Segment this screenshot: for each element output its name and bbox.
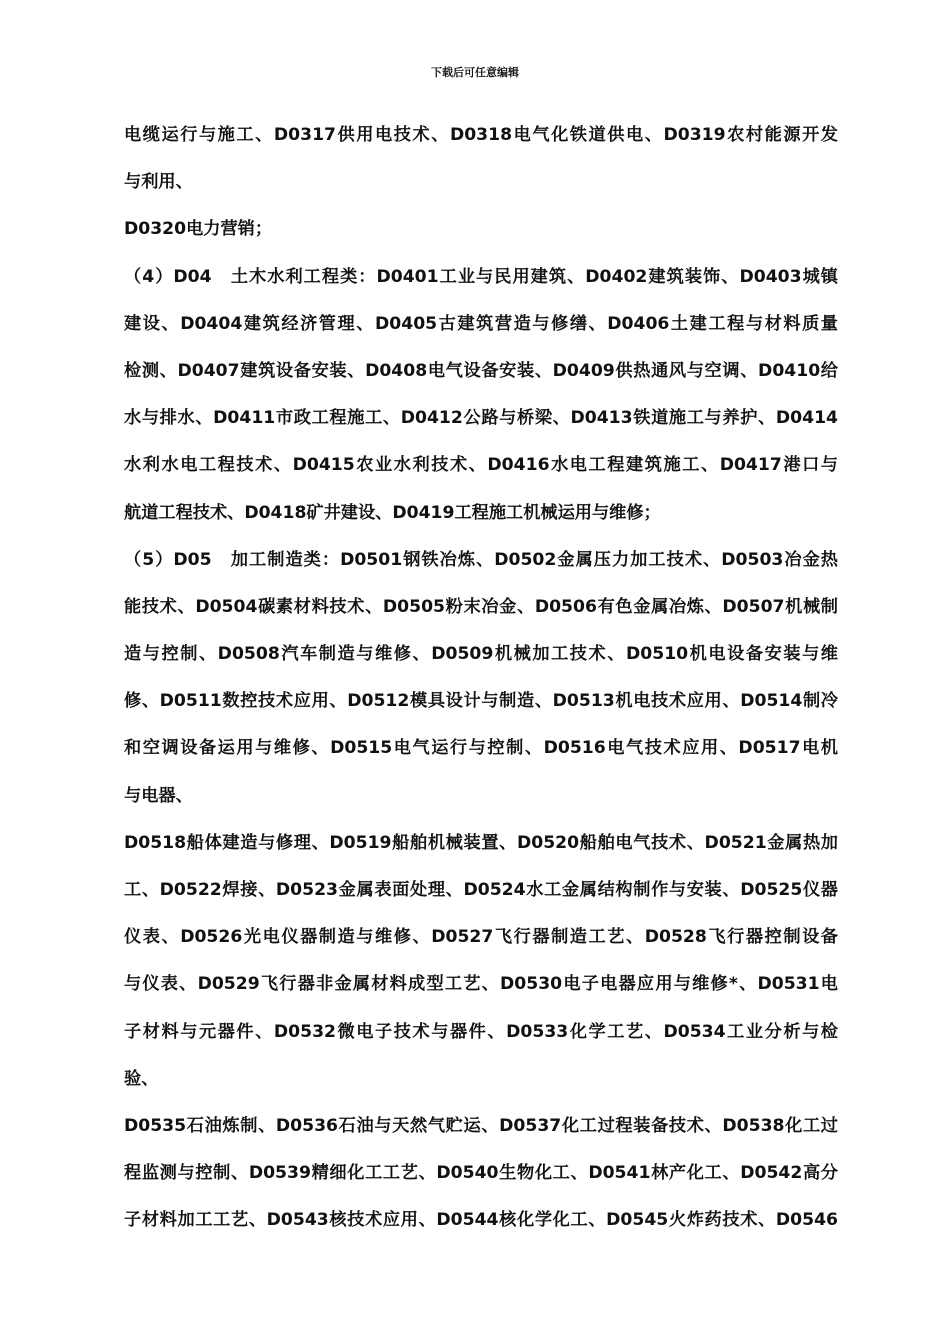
text-line: 造与控制、D0508汽车制造与维修、D0509机械加工技术、D0510机电设备安装与维 bbox=[124, 644, 838, 665]
text-line: 水利水电工程技术、D0415农业水利技术、D0416水电工程建筑施工、D0417港口与 bbox=[124, 455, 838, 476]
text-line: 子材料加工工艺、D0543核技术应用、D0544核化学化工、D0545火炸药技术、D0546 bbox=[124, 1210, 838, 1231]
text-line: D0535石油炼制、D0536石油与天然气贮运、D0537化工过程装备技术、D0538化工过 bbox=[124, 1115, 838, 1136]
text-line: D0320电力营销； bbox=[124, 219, 273, 240]
text-line: 水与排水、D0411市政工程施工、D0412公路与桥梁、D0413铁道施工与养护、D0414 bbox=[124, 408, 838, 429]
text-line: 工、D0522焊接、D0523金属表面处理、D0524水工金属结构制作与安装、D0525仪器 bbox=[124, 880, 838, 900]
page-header-note: 下载后可任意编辑 bbox=[431, 66, 519, 79]
text-line: D0518船体建造与修理、D0519船舶机械装置、D0520船舶电气技术、D0521金属热加 bbox=[124, 832, 838, 853]
text-line: 检测、D0407建筑设备安装、D0408电气设备安装、D0409供热通风与空调、D0410给 bbox=[124, 360, 838, 381]
text-line: 航道工程技术、D0418矿井建设、D0419工程施工机械运用与维修； bbox=[124, 502, 661, 523]
text-line: 子材料与元器件、D0532微电子技术与器件、D0533化学工艺、D0534工业分析与检 bbox=[124, 1021, 838, 1042]
text-line: （5）D05 加工制造类：D0501钢铁冶炼、D0502金属压力加工技术、D0503冶金热 bbox=[124, 549, 838, 570]
text-line: 与仪表、D0529飞行器非金属材料成型工艺、D0530电子电器应用与维修*、D0531电 bbox=[124, 974, 838, 995]
text-line: 电缆运行与施工、D0317供用电技术、D0318电气化铁道供电、D0319农村能源开发 bbox=[124, 125, 838, 145]
text-line: 与电器、 bbox=[124, 785, 193, 806]
text-line: 验、 bbox=[124, 1068, 159, 1089]
text-line: 修、D0511数控技术应用、D0512模具设计与制造、D0513机电技术应用、D0514制冷 bbox=[124, 691, 838, 712]
document-body bbox=[124, 112, 838, 1245]
text-line: 与利用、 bbox=[124, 172, 193, 193]
text-line: 建设、D0404建筑经济管理、D0405古建筑营造与修缮、D0406土建工程与材料质量 bbox=[124, 313, 838, 334]
text-line: （4）D04 土木水利工程类：D0401工业与民用建筑、D0402建筑装饰、D0403城镇 bbox=[124, 266, 838, 287]
text-line: 和空调设备运用与维修、D0515电气运行与控制、D0516电气技术应用、D0517电机 bbox=[124, 738, 838, 759]
text-line: 程监测与控制、D0539精细化工工艺、D0540生物化工、D0541林产化工、D0542高分 bbox=[124, 1163, 838, 1184]
text-line: 仪表、D0526光电仪器制造与维修、D0527飞行器制造工艺、D0528飞行器控制设备 bbox=[124, 927, 838, 948]
text-line: 能技术、D0504碳素材料技术、D0505粉末冶金、D0506有色金属冶炼、D0507机械制 bbox=[124, 596, 838, 617]
